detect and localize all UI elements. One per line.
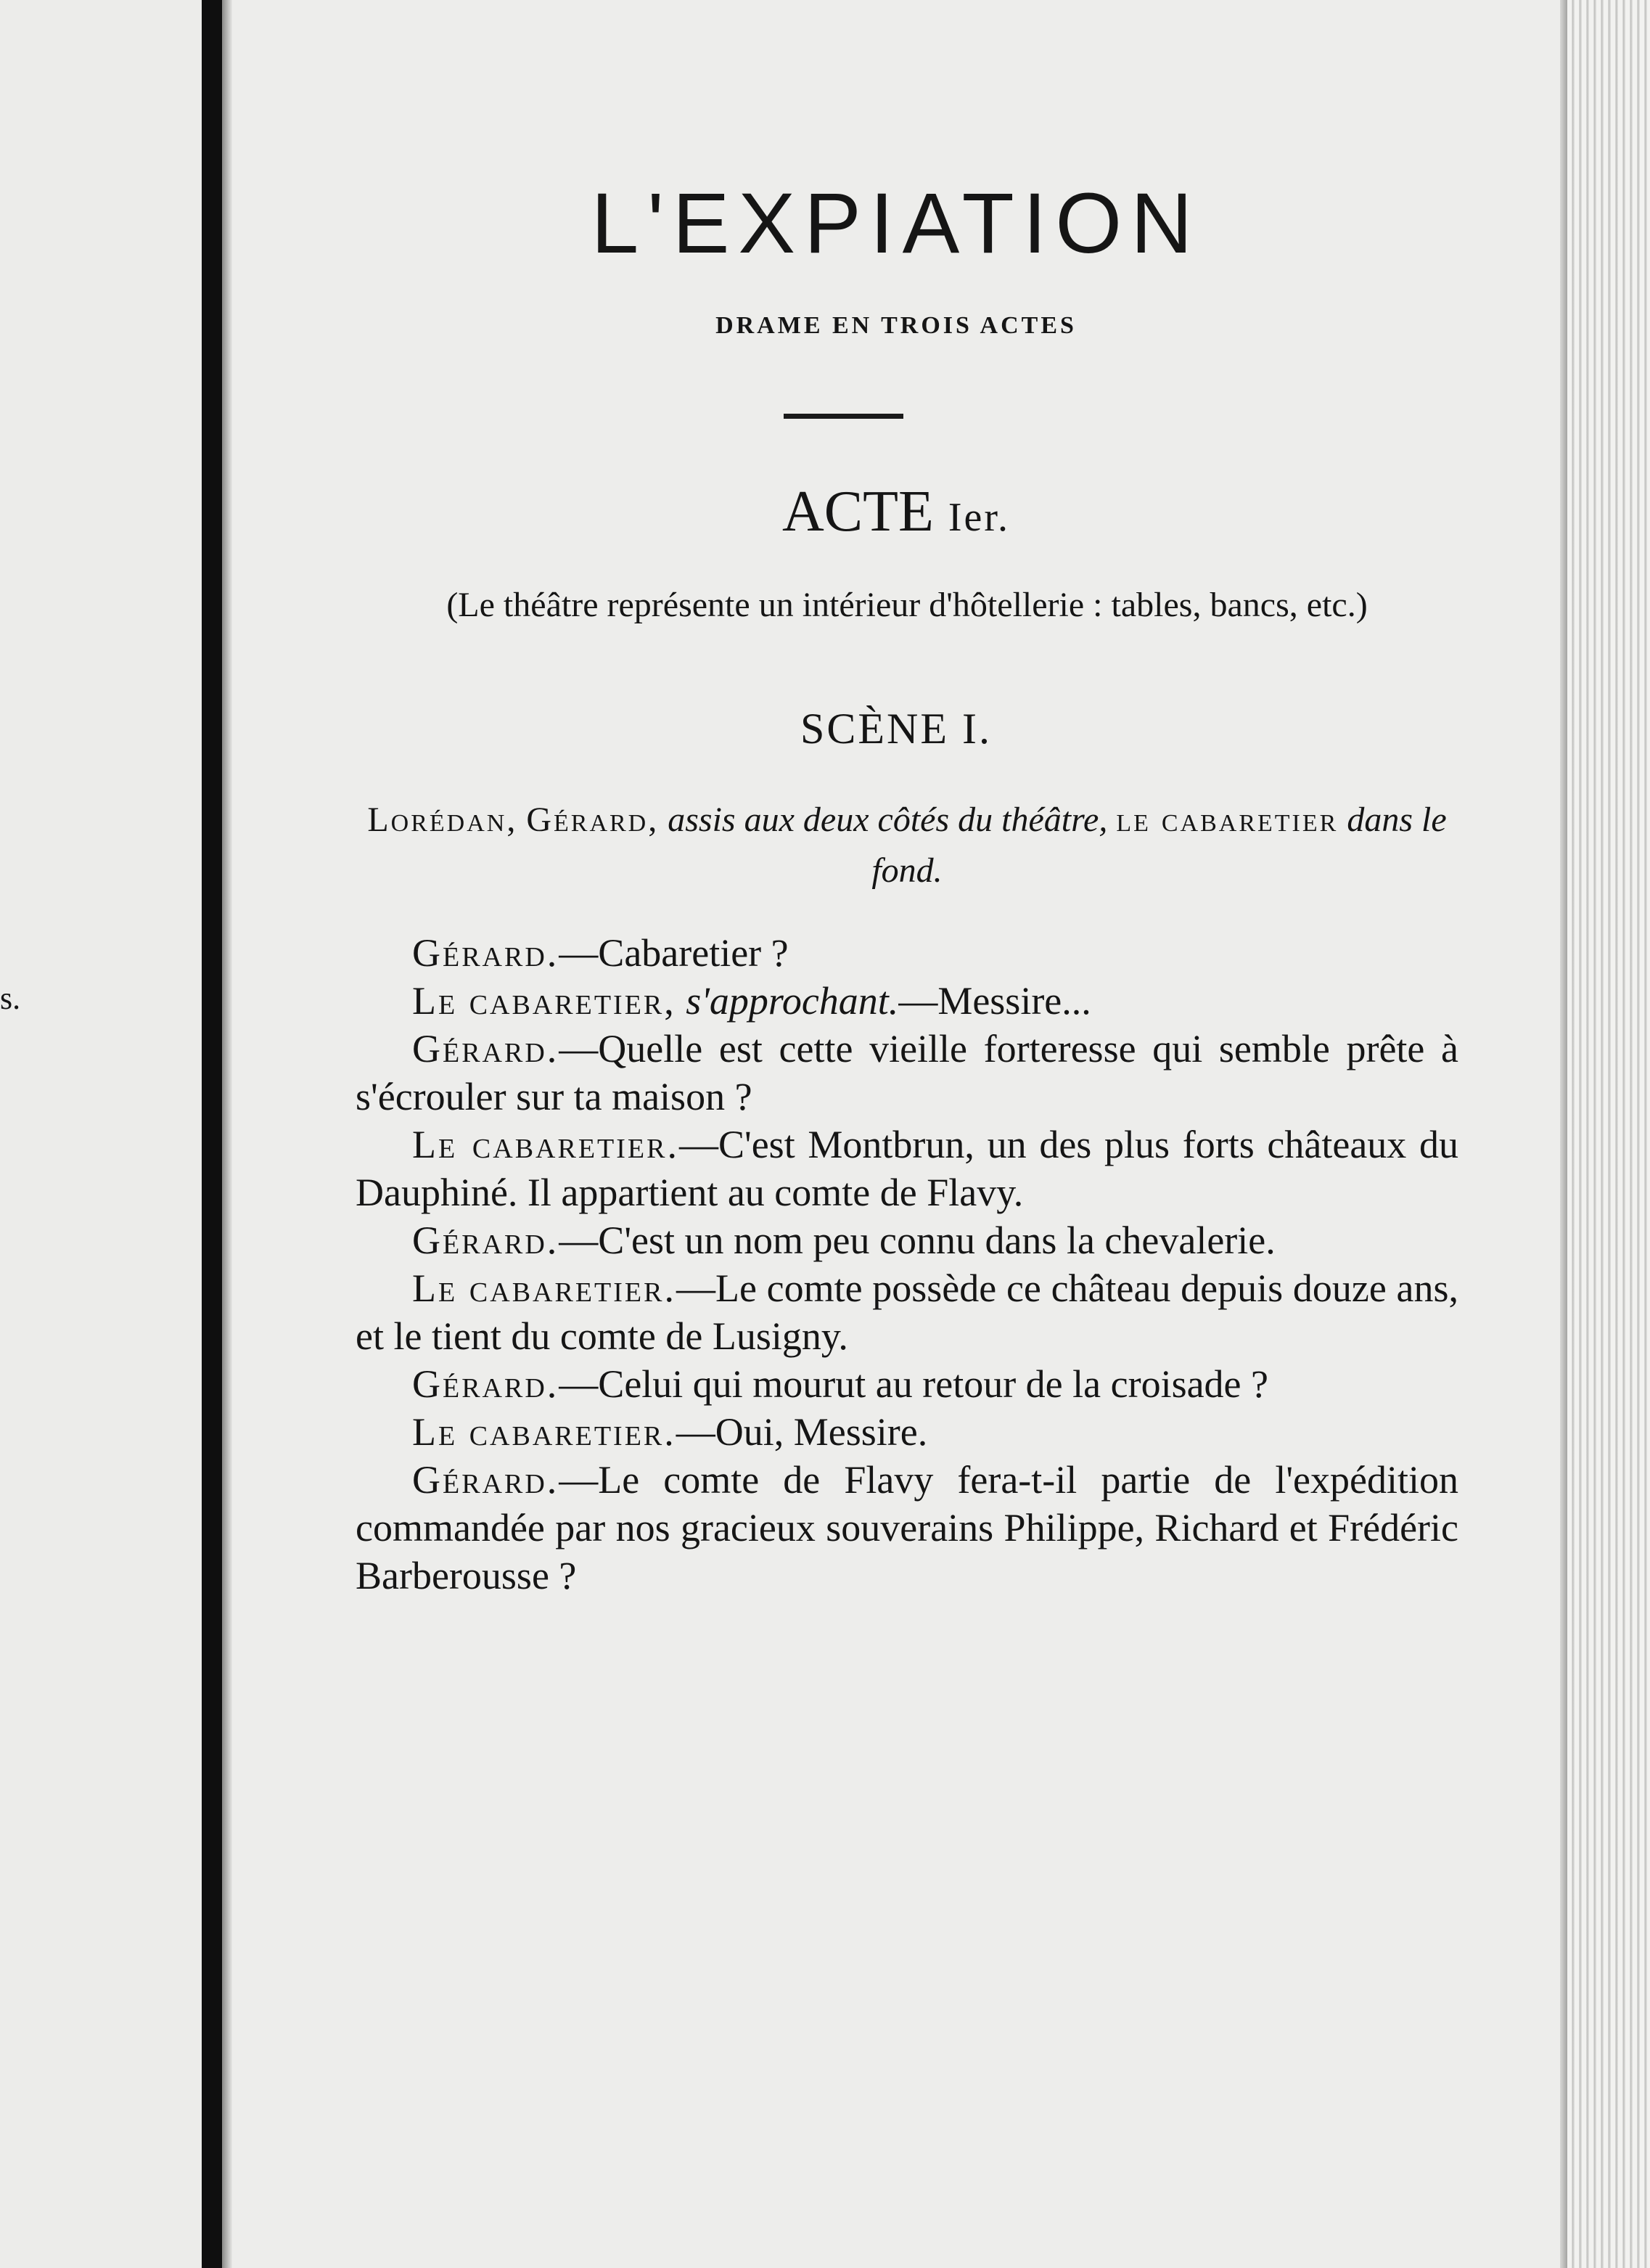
speech: —Quelle est cette vieille forteresse qui semble prête à s'écrouler sur ta maison ?: [356, 1027, 1458, 1118]
cast-name: le cabaretier: [1116, 801, 1339, 839]
cast-name: Lorédan,: [367, 801, 518, 839]
speech: —Messire...: [898, 979, 1091, 1023]
speech: —Cabaretier ?: [559, 931, 789, 975]
stage-direction: s'approchant.: [686, 979, 899, 1023]
dialogue-line: [356, 1216, 1458, 1264]
page-stack-edge: [1567, 0, 1650, 2268]
speech: —Celui qui mourut au retour de la croisade ?: [559, 1362, 1268, 1406]
dialogue-line: [356, 1025, 1458, 1121]
speaker: Gérard.: [412, 1362, 559, 1406]
gutter-shadow: [222, 0, 232, 2268]
act-heading: [232, 479, 1560, 545]
dialogue-line: [356, 1264, 1458, 1360]
book-gutter: [202, 0, 222, 2268]
play-subtitle: DRAME EN TROIS ACTES: [715, 312, 1077, 339]
speech: —Oui, Messire.: [676, 1410, 928, 1454]
left-facing-page: [0, 0, 202, 2268]
cast-direction: dans le fond.: [871, 801, 1447, 890]
play-title: L'EXPIATION: [591, 176, 1202, 271]
speaker: Gérard.: [412, 1219, 559, 1262]
cast-direction: assis aux deux côtés du théâtre,: [668, 801, 1108, 839]
speaker: Gérard.: [412, 1027, 559, 1070]
dialogue-line: [356, 929, 1458, 977]
dialogue-line: [356, 1121, 1458, 1216]
left-page-text-fragment: s.: [0, 981, 21, 1016]
act-label: ACTE: [782, 480, 934, 544]
speech: —Le comte de Flavy fera-t-il partie de l'expédition commandée par nos gracieux souverains Philippe, Richard et Frédéric Barberousse ?: [356, 1458, 1458, 1597]
scene-heading: SCÈNE I.: [800, 705, 992, 753]
cast-name: Gérard,: [526, 801, 660, 839]
speech: —C'est un nom peu connu dans la chevalerie.: [559, 1219, 1276, 1262]
stage-setting: (Le théâtre représente un intérieur d'hôtellerie : tables, bancs, etc.): [446, 586, 1368, 624]
dialogue-line: [356, 1408, 1458, 1456]
dialogue-line: [356, 1360, 1458, 1408]
act-number: Ier.: [948, 495, 1010, 540]
main-page: [232, 0, 1560, 2268]
dialogue-line: [356, 1456, 1458, 1600]
speech: —C'est Montbrun, un des plus forts châteaux du Dauphiné. Il appartient au comte de Flavy.: [356, 1123, 1458, 1214]
speaker: Le cabaretier.: [412, 1410, 676, 1454]
dialogue-line: [356, 977, 1458, 1025]
speaker: Gérard.: [412, 931, 559, 975]
cast-list: [356, 795, 1458, 896]
divider-rule: [784, 414, 903, 419]
speech: —Le comte possède ce château depuis douze ans, et le tient du comte de Lusigny.: [356, 1266, 1458, 1358]
dialogue-block: [356, 929, 1458, 1600]
speaker: Le cabaretier.: [412, 1123, 679, 1166]
speaker: Le cabaretier,: [412, 979, 676, 1023]
speaker: Gérard.: [412, 1458, 559, 1502]
speaker: Le cabaretier.: [412, 1266, 676, 1310]
